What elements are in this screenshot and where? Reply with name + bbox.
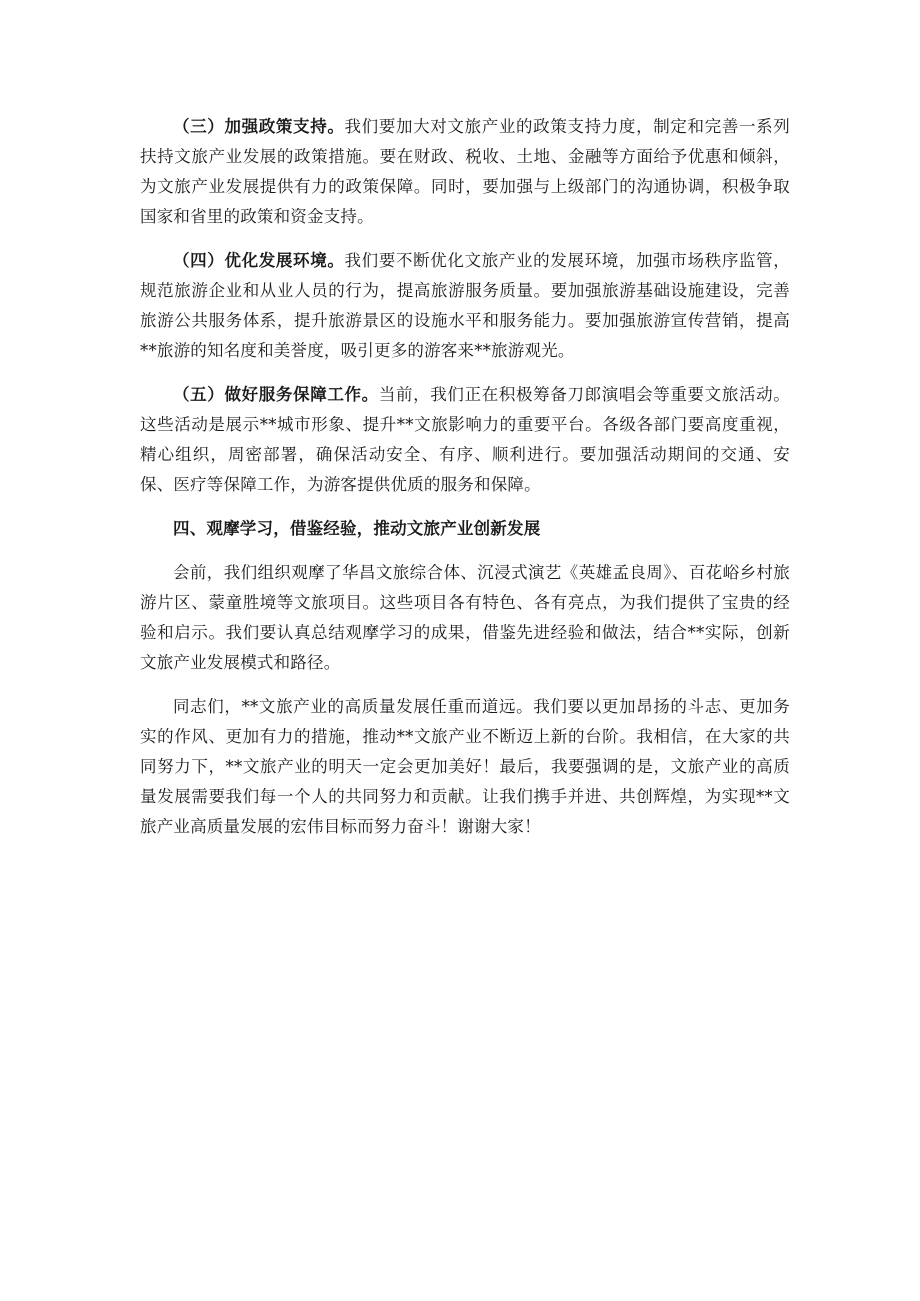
document-page: [140, 112, 790, 856]
paragraph-service-guarantee: [140, 380, 790, 500]
paragraph-text: 当前，我们正在积极筹备刀郎演唱会等重要文旅活动。这些活动是展示**城市形象、提升**文旅影响力的重要平台。各级各部门要高度重视，精心组织，周密部署，确保活动安全、有序、顺利进行。要加强活动期间的交通、安保、医疗等保障工作，为游客提供优质的服务和保障。: [140, 385, 790, 494]
paragraph-lead: （四）优化发展环境。: [173, 251, 345, 270]
section-heading-4: 四、观摩学习，借鉴经验，推动文旅产业创新发展: [173, 519, 541, 538]
paragraph-observe-learning: 会前，我们组织观摩了华昌文旅综合体、沉浸式演艺《英雄孟良周》、百花峪乡村旅游片区、蒙童胜境等文旅项目。这些项目各有特色、各有亮点，为我们提供了宝贵的经验和启示。我们要认真总结观摩学习的成果，借鉴先进经验和做法，结合**实际，创新文旅产业发展模式和路径。: [140, 563, 790, 672]
paragraph-optimize-environment: [140, 246, 790, 366]
paragraph-closing: 同志们，**文旅产业的高质量发展任重而道远。我们要以更加昂扬的斗志、更加务实的作风、更加有力的措施，推动**文旅产业不断迈上新的台阶。我相信，在大家的共同努力下，**文旅产业的明天一定会更加美好！最后，我要强调的是，文旅产业的高质量发展需要我们每一个人的共同努力和贡献。让我们携手并进、共创辉煌，为实现**文旅产业高质量发展的宏伟目标而努力奋斗！谢谢大家！: [140, 697, 790, 836]
paragraph-text: 我们要加大对文旅产业的政策支持力度，制定和完善一系列扶持文旅产业发展的政策措施。要在财政、税收、土地、金融等方面给予优惠和倾斜，为文旅产业发展提供有力的政策保障。同时，要加强与上级部门的沟通协调，积极争取国家和省里的政策和资金支持。: [140, 117, 790, 226]
paragraph-policy-support: [140, 112, 790, 232]
paragraph-lead: （五）做好服务保障工作。: [173, 385, 379, 404]
paragraph-lead: （三）加强政策支持。: [173, 117, 345, 136]
paragraph-text: 我们要不断优化文旅产业的发展环境，加强市场秩序监管，规范旅游企业和从业人员的行为，提高旅游服务质量。要加强旅游基础设施建设，完善旅游公共服务体系，提升旅游景区的设施水平和服务能力。要加强旅游宣传营销，提高**旅游的知名度和美誉度，吸引更多的游客来**旅游观光。: [140, 251, 790, 360]
